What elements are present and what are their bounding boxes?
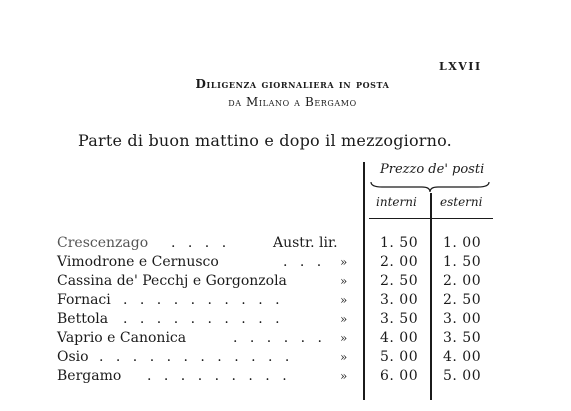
page-number: LXVII [439,60,482,73]
price-interior: 2. 00 [380,254,419,270]
price-exterior: 4. 00 [443,349,482,365]
table-row [57,272,497,290]
price-interior: 3. 50 [380,311,419,327]
price-exterior: 3. 50 [443,330,482,346]
ditto-mark: » [340,293,348,307]
place-name: Osio [57,349,89,365]
ditto-mark: » [340,312,348,326]
leader-dots: . . . . [171,235,231,251]
price-exterior: 3. 00 [443,311,482,327]
price-interior: 4. 00 [380,330,419,346]
place-name: Cassina de' Pecchj e Gorgonzola [57,273,287,289]
price-exterior: 2. 00 [443,273,482,289]
column-header-interior: interni [376,195,417,209]
price-interior: 6. 00 [380,368,419,384]
column-header-exterior: esterni [440,195,483,209]
table-row [57,234,497,252]
price-exterior: 1. 50 [443,254,482,270]
document-route: da Milano a Bergamo [228,95,357,109]
table-row [57,291,497,309]
departure-note: Parte di buon mattino e dopo il mezzogiorno. [78,131,452,150]
ditto-mark: » [340,274,348,288]
leader-dots: . . . . . . [233,330,326,346]
price-interior: 5. 00 [380,349,419,365]
price-interior: 1. 50 [380,235,419,251]
ditto-mark: » [340,331,348,345]
table-row [57,367,497,385]
header-underline [369,218,493,219]
table-row [57,329,497,347]
ditto-mark: » [340,255,348,269]
place-name: Fornaci [57,292,111,308]
place-name: Crescenzago [57,235,149,251]
leader-dots: . . . [283,254,326,270]
place-name: Bettola [57,311,109,327]
leader-dots: . . . . . . . . . . [123,311,284,327]
place-name: Vimodrone e Cernusco [57,254,219,270]
leader-dots: . . . . . . . . . [147,368,291,384]
document-title: Diligenza giornaliera in posta [195,77,390,91]
price-exterior: 1. 00 [443,235,482,251]
price-exterior: 2. 50 [443,292,482,308]
ditto-mark: » [340,350,348,364]
ditto-mark: » [340,369,348,383]
place-name: Vaprio e Canonica [57,330,187,346]
price-interior: 3. 00 [380,292,419,308]
place-name: Bergamo [57,368,122,384]
price-exterior: 5. 00 [443,368,482,384]
price-header: Prezzo de' posti [380,162,485,177]
table-row [57,348,497,366]
leader-dots: . . . . . . . . . . [123,292,284,308]
price-interior: 2. 50 [380,273,419,289]
header-brace [370,181,490,193]
currency-unit: Austr. lir. [273,235,338,251]
table-row [57,310,497,328]
leader-dots: . . . . . . . . . . . . [99,349,294,365]
table-row [57,253,497,271]
